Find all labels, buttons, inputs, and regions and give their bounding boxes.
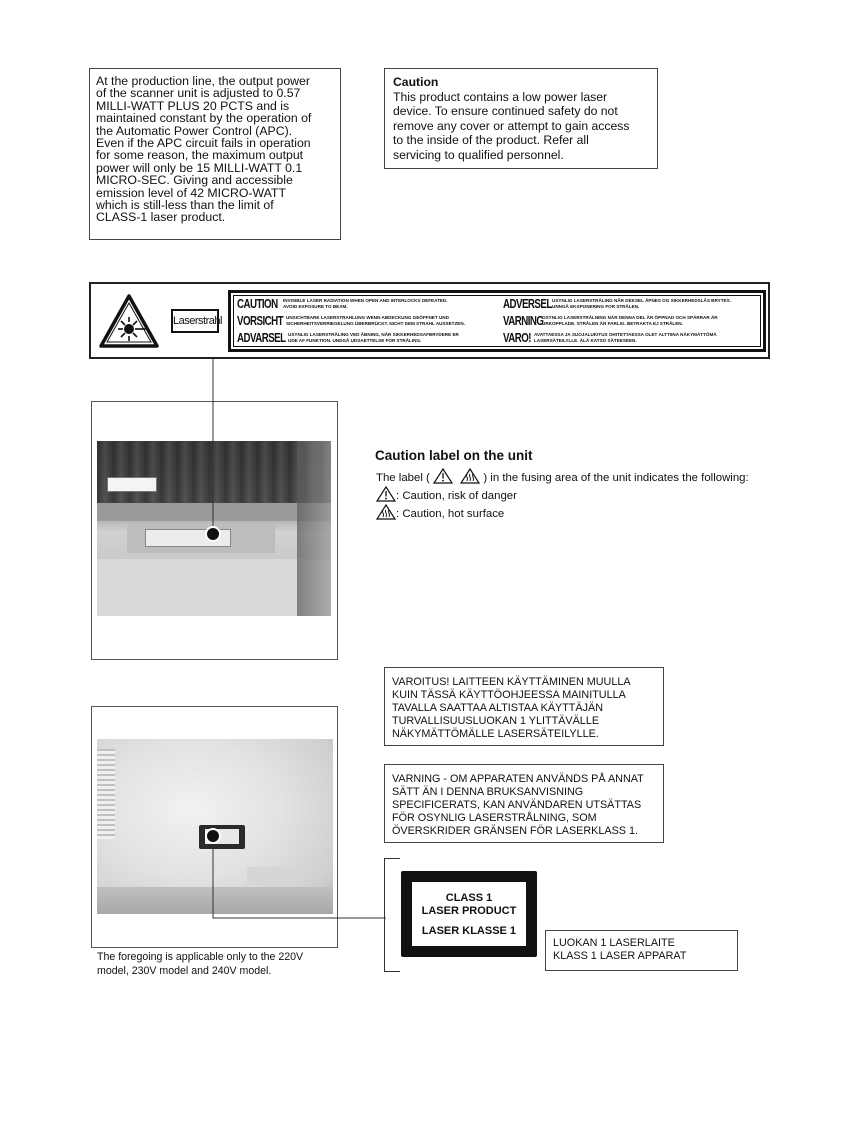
hot-text: : Caution, hot surface xyxy=(396,508,505,520)
unit-label-risk-line xyxy=(376,486,517,502)
finnish-line: NÄKYMÄTTÖMÄLLE LASERSÄTEILYLLE. xyxy=(392,728,599,740)
swedish-line: ÖVERSKRIDER GRÄNSEN FÖR LASERKLASS 1. xyxy=(392,825,638,837)
apc-line: emission level of 42 MICRO-WATT xyxy=(96,185,286,200)
finnish-line: KUIN TÄSSÄ KÄYTTÖOHJEESSA MAINITULLA xyxy=(392,689,626,701)
apc-line: the Automatic Power Control (APC). xyxy=(96,123,293,138)
finnish-line: TAVALLA SAATTAA ALTISTAA KÄYTTÄJÄN xyxy=(392,702,604,714)
apc-line: maintained constant by the operation of xyxy=(96,111,312,126)
class1-label-inner xyxy=(412,882,526,946)
warning-text: OSYNLIG LASERSTRÅLNING NÄR DENNA DEL ÄR ÖPPNAD OCH SPÄRRAR ÄR xyxy=(542,315,718,320)
unit-label-post: ) in the fusing area of the unit indicates the following: xyxy=(483,472,749,484)
warning-text: SICHERHEITSVERRIEGELUNG ÜBERBRÜCKT. NICHT DEM STRAHL AUSSETZEN. xyxy=(286,321,465,326)
callout-marker xyxy=(206,527,220,541)
apc-line: for some reason, the maximum output xyxy=(96,148,304,163)
warning-word: VORSICHT xyxy=(237,314,284,328)
class1-line: CLASS 1 xyxy=(445,892,493,904)
caution-line: device. To ensure continued safety do not xyxy=(393,104,618,118)
class-note-box xyxy=(545,930,738,971)
apc-line: At the production line, the output power xyxy=(96,74,310,88)
warning-text: UNNGÅ EKSPONERING FOR STRÅLEN. xyxy=(552,304,640,309)
footnote-line: model, 230V model and 240V model. xyxy=(97,965,272,977)
hot-surface-icon xyxy=(376,504,396,520)
swedish-line: SÄTT ÄN I DENNA BRUKSANVISNING xyxy=(392,786,584,798)
warning-text: UDE AF FUNKTION. UNDGÅ UDSAETTELSE FOR STRÅLING. xyxy=(288,338,422,343)
warning-word: VARO! xyxy=(503,331,531,345)
finnish-line: VAROITUS! LAITTEEN KÄYTTÄMINEN MUULLA xyxy=(392,676,631,688)
class-note-line: LUOKAN 1 LASERLAITE xyxy=(553,937,675,949)
warning-text: USYNLIG LASERSTRÅLING VED ÅBNING, NÅR SIKKERHEDSAFBRYDERE ER xyxy=(288,332,459,337)
caution-line: to the inside of the product. Refer all xyxy=(393,133,589,147)
risk-text: : Caution, risk of danger xyxy=(396,490,517,502)
danger-triangle-icon xyxy=(433,468,453,484)
class-note-line: KLASS 1 LASER APPARAT xyxy=(553,950,687,962)
laserstrahl-tag: Laserstrahl xyxy=(171,309,219,333)
warning-word: ADVARSEL xyxy=(237,331,286,345)
footnote-line: The foregoing is applicable only to the 220V xyxy=(97,951,304,963)
unit-label-hot-line xyxy=(376,504,504,520)
swedish-line: SPECIFICERATS, KAN ANVÄNDAREN UTSÄTTAS xyxy=(392,799,642,811)
warning-text: AVATTAESSA JA SUOJALUKITUS OHITETTAESSA OLET ALTTIINA NÄKYMÄTTÖMÄ xyxy=(534,332,717,337)
caution-line: remove any cover or attempt to gain access xyxy=(393,118,630,133)
apc-line: MICRO-SEC. Giving and accessible xyxy=(96,173,293,188)
unit-label-pre: The label ( xyxy=(376,472,430,484)
finnish-warning-box xyxy=(384,667,664,746)
warning-text: URKOPPLADE. STRÅLEN ÄR FARLIG. BETRAKTA EJ STRÅLEN. xyxy=(542,321,683,326)
callout-marker xyxy=(206,829,220,843)
warning-word: VARNING xyxy=(503,314,544,328)
warning-text: AVOID EXPOSURE TO BEAM. xyxy=(283,304,348,309)
footnote xyxy=(97,950,303,978)
apc-line: power will only be 15 MILLI-WATT 0.1 xyxy=(96,160,303,175)
warning-text: UNSICHTBARE LASERSTRAHLUNG WENN ABDECKUNG GEÖFFNET UND xyxy=(286,315,449,320)
class1-line: LASER KLASSE 1 xyxy=(421,925,517,937)
unit-label-title: Caution label on the unit xyxy=(375,448,533,463)
warning-word: CAUTION xyxy=(237,297,278,311)
caution-title: Caution xyxy=(393,75,439,89)
finnish-line: TURVALLISUUSLUOKAN 1 YLITTÄVÄLLE xyxy=(392,715,600,727)
apc-line: of the scanner unit is adjusted to 0.57 xyxy=(96,86,301,101)
apc-line: CLASS-1 laser product. xyxy=(96,210,226,225)
swedish-line: VARNING - OM APPARATEN ANVÄNDS PÅ ANNAT xyxy=(392,773,644,785)
hot-surface-icon xyxy=(460,468,480,484)
warning-text: USYNLIG LASERSTRÅLING NÅR DEKSEL ÅPNES OG SIKKERHEDSLÅS BRYTES. xyxy=(552,298,731,303)
danger-triangle-icon xyxy=(376,486,396,502)
apc-line: which is still-less than the limit of xyxy=(96,198,274,213)
swedish-line: FÖR OSYNLIG LASERSTRÅLNING, SOM xyxy=(392,812,597,824)
caution-line: This product contains a low power laser xyxy=(393,89,608,104)
apc-line: Even if the APC circuit fails in operation xyxy=(96,136,311,151)
warning-text: INVISIBLE LASER RADIATION WHEN OPEN AND INTERLOCKS DEFEATED. xyxy=(283,298,448,303)
apc-line: MILLI-WATT PLUS 20 PCTS and is xyxy=(96,98,290,113)
warning-text: LASERSÄTEILYLLE. ÄLÄ KATSO SÄTEESEEN. xyxy=(534,338,637,343)
unit-label-line xyxy=(376,468,749,484)
warning-word: ADVERSEL xyxy=(503,297,552,311)
class1-line: LASER PRODUCT xyxy=(421,904,517,917)
class-label-bracket xyxy=(384,858,400,972)
caution-line: servicing to qualified personnel. xyxy=(393,147,564,162)
swedish-warning-box xyxy=(384,764,664,843)
